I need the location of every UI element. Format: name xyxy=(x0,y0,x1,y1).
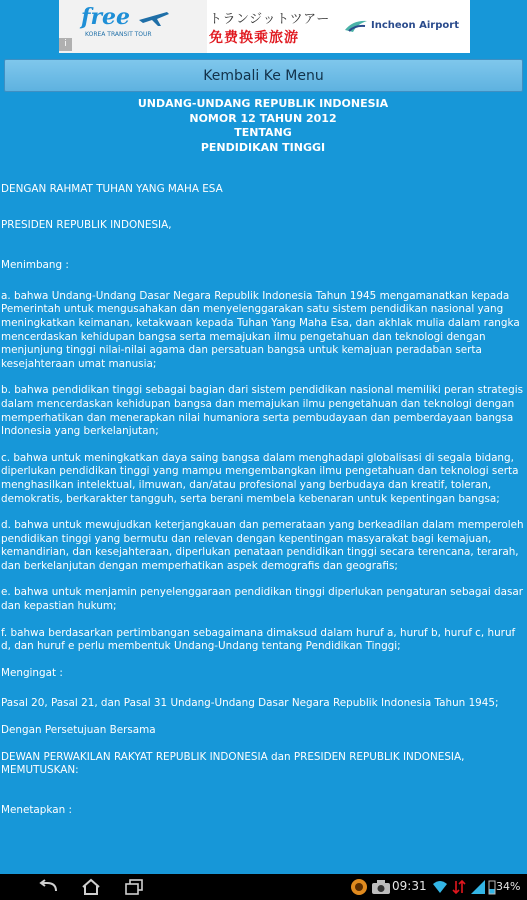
menimbang-point-f: f. bahwa berdasarkan pertimbangan sebagaimana dimaksud dalam huruf a, huruf b, huruf c, huruf d, dan huruf e perlu membentuk Undang-Undang tentang Pendidikan Tinggi; xyxy=(1,626,516,653)
menimbang-point-d: d. bahwa untuk mewujudkan keterjangkauan dan pemerataan yang berkeadilan dalam memperoleh pendidikan tinggi yang bermutu dan relevan dengan kepentingan masyarakat bagi kemajuan, kemandirian, dan kesejahteraan, diperlukan penataan pendidikan tinggi secara terencana, terarah, dan berkelanjutan dengan memperhatikan aspek demografis dan geografis; xyxy=(1,519,524,572)
mengingat-heading: Mengingat : xyxy=(1,666,63,679)
home-icon[interactable] xyxy=(80,878,102,896)
ad-airport-section xyxy=(337,0,470,53)
mengingat-text: Pasal 20, Pasal 21, dan Pasal 31 Undang-Undang Dasar Negara Republik Indonesia Tahun 1945; xyxy=(1,697,499,710)
menimbang-point-b: b. bahwa pendidikan tinggi sebagai bagian dari sistem pendidikan nasional memiliki peran strategis dalam mencerdaskan kehidupan bangsa dan memajukan ilmu pengetahuan dan teknologi dengan memperhatikan dan menerapkan nilai humaniora serta pembudayaan dan pemberdayaan bangsa Indonesia yang berkelanjutan; xyxy=(1,384,524,438)
presiden-line: PRESIDEN REPUBLIK INDONESIA, xyxy=(1,218,172,231)
menetapkan-heading: Menetapkan : xyxy=(1,803,72,816)
signal-icon xyxy=(470,878,486,896)
battery-percent-text: 34% xyxy=(496,880,521,893)
menimbang-point-e: e. bahwa untuk menjamin penyelenggaraan pendidikan tinggi diperlukan pengaturan sebagai dasar dan kepastian hukum; xyxy=(1,586,524,613)
ad-chinese-text: 免费换乘旅游 xyxy=(209,30,299,46)
title-line-4: PENDIDIKAN TINGGI xyxy=(200,140,326,154)
clock-text: 09:31 xyxy=(392,879,427,893)
menimbang-point-a: a. bahwa Undang-Undang Dasar Negara Republik Indonesia Tahun 1945 mengamanatkan kepada Pemerintah untuk mengusahakan dan menyelenggarakan satu sistem pendidikan nasional yang meningkatkan keimanan, ketakwaan kepada Tuhan Yang Maha Esa, dan akhlak mulia dalam rangka mencerdaskan kehidupan bangsa serta memajukan ilmu pengetahuan dan teknologi dengan menjunjung tinggi nilai-nilai agama dan persatuan bangsa untuk kemajuan peradaban serta kesejahteraan umat manusia; xyxy=(1,289,520,370)
ad-japanese-text: トランジットツアー xyxy=(209,12,330,27)
incheon-logo-icon xyxy=(343,18,369,34)
memutuskan-line: MEMUTUSKAN: xyxy=(1,764,79,777)
system-bar xyxy=(0,874,527,900)
menimbang-point-c: c. bahwa untuk meningkatkan daya saing bangsa dalam menghadapi globalisasi di segala bidang, diperlukan pendidikan tinggi yang mampu mengembangkan ilmu pengetahuan dan teknologi serta menghasilkan intelektual, ilmuwan, dan/atau profesional yang berbudaya dan kreatif, toleran, demokratis, berkarakter tangguh, serta berani membela kebenaran untuk kepentingan bangsa; xyxy=(1,451,519,505)
battery-icon xyxy=(488,878,496,896)
law-document xyxy=(1,97,525,817)
ad-brand-text: free xyxy=(81,4,131,30)
ad-info-icon[interactable]: i xyxy=(59,38,72,51)
ad-brand-subtitle: KOREA TRANSIT TOUR xyxy=(85,31,152,38)
ad-japanese-section xyxy=(207,0,337,53)
document-title xyxy=(1,97,525,155)
rahmat-line: DENGAN RAHMAT TUHAN YANG MAHA ESA xyxy=(1,183,223,195)
menimbang-heading: Menimbang : xyxy=(1,259,69,272)
dewan-line: DEWAN PERWAKILAN RAKYAT REPUBLIK INDONESIA dan PRESIDEN REPUBLIK INDONESIA, xyxy=(1,750,465,763)
ad-free-section xyxy=(59,0,207,53)
ad-airport-text: Incheon Airport xyxy=(371,20,459,31)
ad-banner-area xyxy=(0,0,527,55)
title-line-3: TENTANG xyxy=(234,126,292,139)
airplane-icon xyxy=(137,6,171,28)
wifi-icon xyxy=(432,878,448,896)
app-notification-icon xyxy=(350,878,368,896)
back-to-menu-button[interactable]: Kembali Ke Menu xyxy=(4,59,523,92)
camera-icon xyxy=(371,878,391,896)
title-line-1: UNDANG-UNDANG REPUBLIK INDONESIA xyxy=(137,97,389,110)
recent-apps-icon[interactable] xyxy=(123,878,145,896)
back-icon[interactable] xyxy=(36,878,60,896)
persetujuan-line: Dengan Persetujuan Bersama xyxy=(1,724,156,737)
title-line-2: NOMOR 12 TAHUN 2012 xyxy=(189,111,337,125)
ad-banner[interactable] xyxy=(59,0,470,53)
mobile-data-icon xyxy=(452,878,466,896)
